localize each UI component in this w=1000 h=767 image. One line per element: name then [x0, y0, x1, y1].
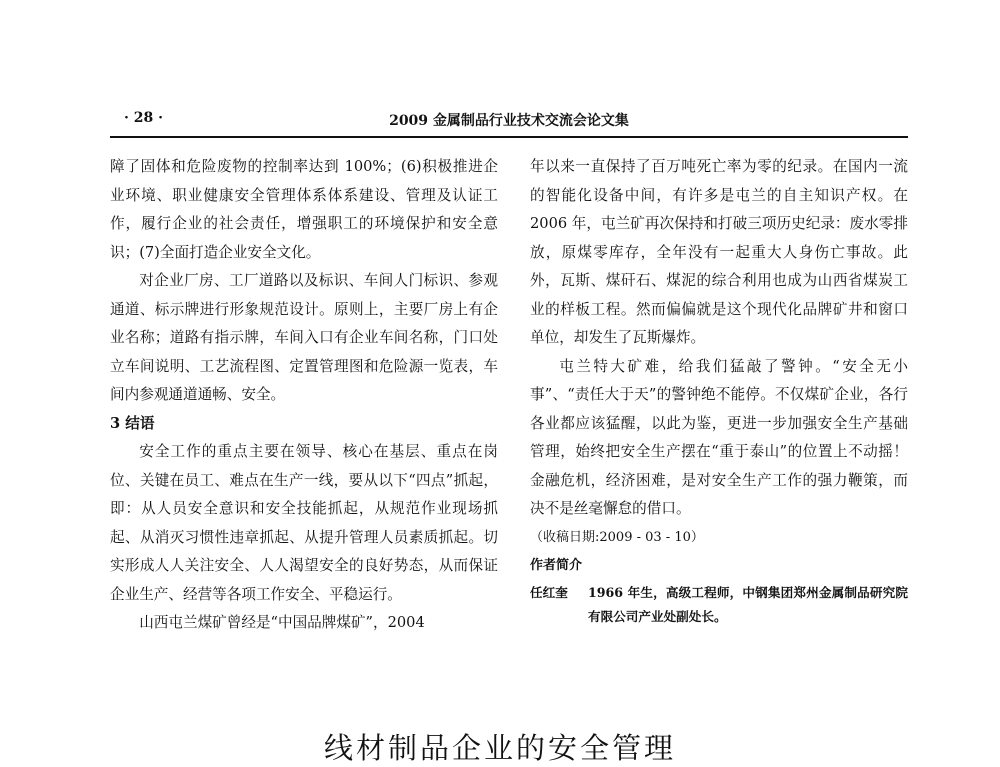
page-number: · 28 ·	[124, 110, 163, 126]
header-rule	[110, 136, 908, 138]
body-paragraph: 安全工作的重点主要在领导、核心在基层、重点在岗位、关键在员工、难点在生产一线，要从以下“四点”抓起，即：从人员安全意识和安全技能抓起，从规范作业现场抓起、从消灭习惯性违章抓起、从提升管理人员素质抓起。切实形成人人关注安全、人人渴望安全的良好势态，从而保证企业生产、经营等各项工作安全、平稳运行。	[110, 443, 498, 603]
author-entry	[530, 581, 908, 629]
running-title: 2009 金属制品行业技术交流会论文集	[389, 113, 629, 129]
section-heading: 3 结语	[110, 414, 155, 432]
left-column	[110, 153, 498, 638]
page-header	[110, 110, 908, 132]
author-name: 任红奎	[530, 584, 568, 600]
body-paragraph: 障了固体和危险废物的控制率达到 100%；(6)积极推进企业环境、职业健康安全管理体系体系建设、管理及认证工作，履行企业的社会责任，增强职工的环境保护和安全意识；(7)全面打造企业安全文化。	[110, 158, 498, 261]
body-paragraph: 对企业厂房、工厂道路以及标识、车间人门标识、参观通道、标示牌进行形象规范设计。原则上，主要厂房上有企业名称；道路有指示牌，车间入口有企业车间名称，门口处立车间说明、工艺流程图、定置管理图和危险源一览表，车间内参观通道通畅、安全。	[110, 272, 498, 403]
next-article-title: 线材制品企业的安全管理	[323, 731, 676, 765]
author-bio: 1966 年生，高级工程师，中钢集团郑州金属制品研究院有限公司产业处副处长。	[588, 584, 908, 624]
body-paragraph: 年以来一直保持了百万吨死亡率为零的纪录。在国内一流的智能化设备中间，有许多是屯兰的自主知识产权。在 2006 年，屯兰矿再次保持和打破三项历史纪录：废水零排放，原煤零库存，全年没有一起重大人身伤亡事故。此外，瓦斯、煤矸石、煤泥的综合利用也成为山西省煤炭工业的样板工程。然而偏偏就是这个现代化品牌矿井和窗口单位，却发生了瓦斯爆炸。	[530, 158, 908, 346]
received-date: （收稿日期:2009 - 03 - 10）	[530, 529, 704, 545]
right-column	[530, 153, 908, 629]
body-paragraph: 屯兰特大矿难，给我们猛敲了警钟。“安全无小事”、“责任大于天”的警钟绝不能停。不仅煤矿企业，各行各业都应该猛醒，以此为鉴，更进一步加强安全生产基础管理，始终把安全生产摆在“重于泰山”的位置上不动摇！金融危机，经济困难，是对安全生产工作的强力鞭策，而决不是丝毫懈怠的借口。	[530, 357, 908, 517]
body-paragraph: 山西屯兰煤矿曾经是“中国品牌煤矿”，2004	[139, 614, 425, 631]
author-heading: 作者简介	[530, 558, 583, 573]
